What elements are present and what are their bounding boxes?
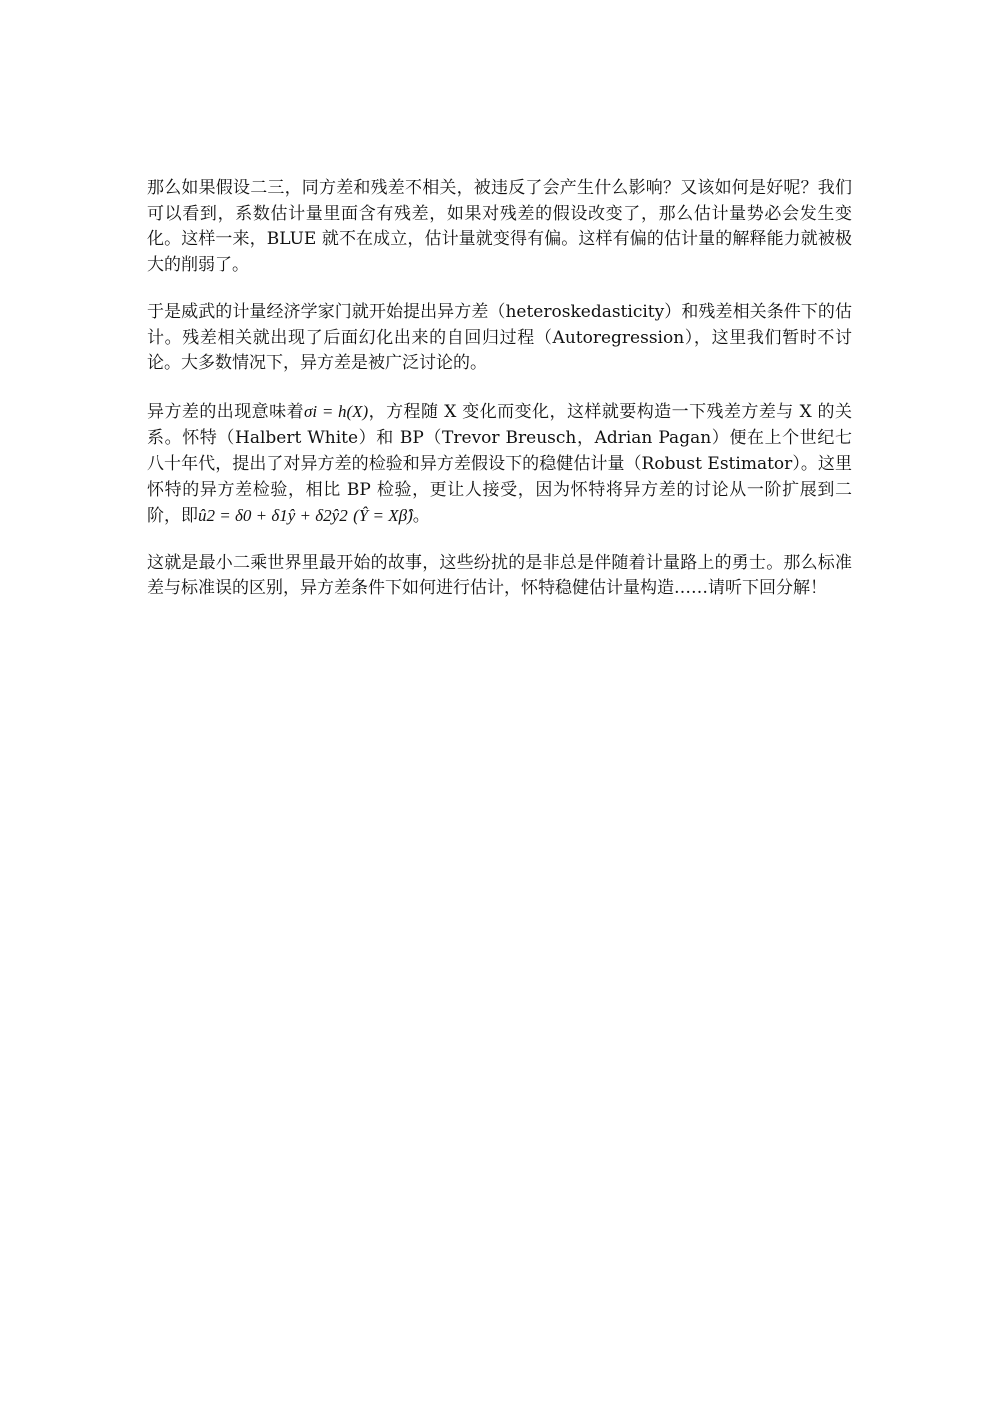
paragraph-conclusion: 这就是最小二乘世界里最开始的故事，这些纷扰的是非总是伴随着计量路上的勇士。那么标准差与标准误的区别，异方差条件下如何进行估计，怀特稳健估计量构造……请听下回分解！ [147,552,852,598]
formula-y-hat-definition: (Ŷ = Xβ̂) [353,505,413,525]
paragraph-text-before-formula: 异方差的出现意味着 [147,401,305,422]
paragraph-text-after-formula: 。 [412,505,430,526]
paragraph-text-middle: ，方程随 X 变化而变化，这样就要构造一下残差方差与 X 的关系。怀特（Halbert White）和 BP（Trevor Breusch，Adrian Pagan）便在上个世纪七八十年代，提出了对异方差的检验和异方差假设下的稳健估计量（Robust Estimator）。这里怀特的异方差检验，相比 BP 检验，更让人接受，因为怀特将异方差的讨论从一阶扩展到二阶，即 [147,401,852,526]
document-body [147,176,852,602]
formula-sigma-equals-h-of-x: σi = h(X) [304,401,369,421]
formula-white-test-regression: û2 = δ0 + δ1ŷ + δ2ŷ2 [198,505,348,525]
paragraph-assumption-violation: 那么如果假设二三，同方差和残差不相关，被违反了会产生什么影响？又该如何是好呢？我们可以看到，系数估计量里面含有残差，如果对残差的假设改变了，那么估计量势必会发生变化。这样一来，BLUE 就不在成立，估计量就变得有偏。这样有偏的估计量的解释能力就被极大的削弱了。 [147,178,852,275]
paragraph-heteroskedasticity-intro: 于是威武的计量经济学家门就开始提出异方差（heteroskedasticity）和残差相关条件下的估计。残差相关就出现了后面幻化出来的自回归过程（Autoregression），这里我们暂时不讨论。大多数情况下，异方差是被广泛讨论的。 [147,302,852,373]
paragraph-white-bp-tests [147,399,852,529]
